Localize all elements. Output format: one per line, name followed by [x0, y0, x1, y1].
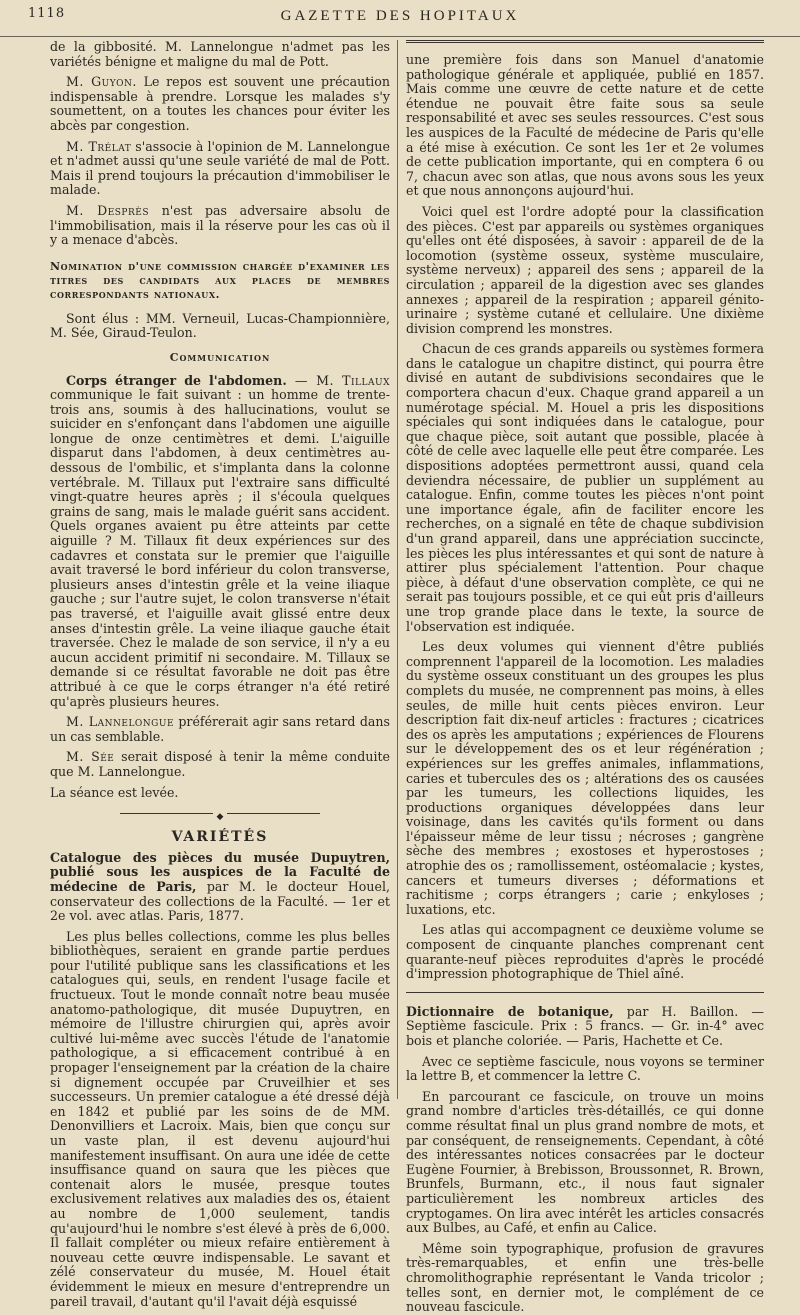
paragraph: Avec ce septième fascicule, nous voyons se terminer la lettre B, et commencer la lettre C.: [406, 1053, 764, 1084]
speaker-name: M. Guyon.: [66, 74, 137, 90]
nomination-heading: Nomination d'une commission chargée d'examiner les titres des candidats aux places de membres correspondants nationaux.: [50, 259, 390, 301]
paragraph: Les plus belles collections, comme les plus belles bibliothèques, seraient en grande partie perdues pour l'utilité publique sans les classifications et les catalogues qui, seuls, en rendent l'usage facile et fructueux. Tout le monde connaît notre beau musée anatomo-pathologique, dit musée Dupuytren, en mémoire de l'illustre chirurgien qui, après avoir cultivé lui-même avec succès l'étude de l'anatomie pathologique, a si efficacement contribué à en propager l'enseignement par la création de la chaire si dignement occupée par Cruveilhier et ses successeurs. Un premier catalogue a été dressé déjà en 1842 et publié par les soins de de MM. Denonvilliers et Lacroix. Mais, bien que conçu sur un vaste plan, il est devenu aujourd'hui manifestement insuffisant. On aura une idée de cette insuffisance quand on saura que les pièces que contenait alors le musée, presque toutes exclusivement relatives aux maladies des os, étaient au nombre de 1,000 seulement, tandis qu'aujourd'hui le nombre s'est élevé à près de 6,000. Il fallait compléter ou mieux refaire entièrement à nouveau cette œuvre indispensable. Le savant et zélé conservateur du musée, M. Houel était évidemment le mieux en mesure d'entreprendre un pareil travail, d'autant qu'il l'avait déjà esquissé: [50, 928, 390, 1309]
review-header: [50, 851, 390, 924]
left-column: [50, 39, 391, 1309]
top-rule: [406, 40, 764, 43]
paragraph: Les atlas qui accompagnent ce deuxième volume se composent de cinquante planches comprenant cent quarante-neuf pièces reproduites d'après le procédé d'impression photographique de Thiel aîné.: [406, 922, 764, 982]
article-title: Corps étranger de l'abdomen.: [66, 372, 287, 388]
page-number: 1118: [28, 6, 66, 21]
paragraph-text: serait disposé à tenir la même conduite que M. Lannelongue.: [50, 749, 391, 779]
review-title: Catalogue des pièces du musée Dupuytren, publié sous les auspices de la Faculté de médecine de Paris,: [50, 849, 390, 894]
review-meta: par M. le docteur Houel, conservateur des collections de la Faculté. — 1er et 2e vol. avec atlas. Paris, 1877.: [50, 878, 390, 924]
paragraph-text: Le repos est souvent une précaution indispensable à prendre. Lorsque les malades s'y soumettent, on a toutes les chances pour éviter les abcès par congestion.: [50, 74, 390, 133]
paragraph: Sont élus : MM. Verneuil, Lucas-Championnière, M. Sée, Giraud-Teulon.: [50, 310, 390, 341]
paragraph: [50, 140, 390, 198]
column-divider: [397, 40, 398, 1099]
paragraph-text: s'associe à l'opinion de M. Lannelongue et n'admet aussi qu'une seule variété de mal de Pott. Mais il prend toujours la précaution d'immobiliser le malade.: [50, 138, 390, 198]
review-header: [406, 1005, 764, 1049]
paragraph-text: préférerait agir sans retard dans un cas semblable.: [50, 714, 390, 744]
speaker-name: — M. Tillaux: [286, 372, 390, 388]
paragraph: En parcourant ce fascicule, on trouve un moins grand nombre d'articles très-détaillés, ce qui donne comme résultat final un plus grand nombre de mots, et par conséquent, de renseignements. Cependant, à côté des intéressantes notices consacrées par le docteur Eugène Fournier, à Brebisson, Broussonnet, R. Brown, Brunfels, Burmann, etc., il nous faut signaler particulièrement les nombreux articles des cryptogames. On lira avec intérêt les articles consacrés aux Bulbes, au Café, et enfin au Calice.: [406, 1088, 764, 1236]
paragraph-text: communique le fait suivant : un homme de trente-trois ans, soumis à des hallucinations, voulut se suicider en s'enfonçant dans l'abdomen une aiguille longue de onze centimètres et demi. L'aiguille disparut dans l'abdomen, à deux centimètres au-dessous de l'ombilic, et s'implanta dans la colonne vertébrale. M. Tillaux put l'extraire sans difficulté vingt-quatre heures après ; il s'écoula quelques grains de sang, mais le malade guérit sans accident. Quels organes avaient pu être atteints par cette aiguille ? M. Tillaux fit deux expériences sur des cadavres et constata sur le premier que l'aiguille avait traversé le bord inférieur du colon transverse, plusieurs anses d'intestin grêle et la veine iliaque gauche ; sur l'autre sujet, le colon transverse n'était pas traversé, et l'aiguille avait glissé entre deux anses d'intestin grêle. La veine iliaque gauche était traversée. Chez le malade de son service, il n'y a eu aucun accident primitif ni secondaire. M. Tillaux se demande si ce résultat favorable ne doit pas être attribué à ce que le corps étranger n'a été retiré qu'après plusieurs heures.: [50, 387, 390, 709]
paragraph: La séance est levée.: [50, 784, 179, 800]
paragraph: Même soin typographique, profusion de gravures très-remarquables, et enfin une très-belle chromolithographie représentant le Vanda tricolor ; telles sont, en dernier mot, le complément de ce nouveau fascicule.: [406, 1240, 764, 1315]
right-column: [406, 40, 764, 1315]
speaker-name: M. Lannelongue: [66, 714, 175, 730]
paragraph: [50, 75, 390, 133]
speaker-name: M. Desprès: [66, 202, 149, 218]
paragraph: [50, 204, 390, 248]
section-rule: [406, 992, 764, 993]
ornament-divider: ◆: [50, 808, 390, 818]
paragraph: [50, 374, 390, 710]
paragraph: Chacun de ces grands appareils ou systèmes formera dans le catalogue un chapitre distinct, qui pourra être divisé en autant de subdivisions secondaires que le comportera chacun d'eux. Chaque grand appareil a un numérotage spécial. M. Houel a pris les dispositions spéciales qui sont indiquées dans le catalogue, pour que chaque pièce, soit autant que possible, placée à côté de celle avec laquelle elle peut être comparée. Les dispositions adoptées permettront aussi, quand cela deviendra nécessaire, de publier un supplément au catalogue. Enfin, comme toutes les pièces n'ont point une importance égale, afin de faciliter encore les recherches, on a signalé en tête de chaque subdivision d'un grand appareil, dans une appréciation succincte, les pièces les plus intéressantes et qui sont de nature à attirer plus spécialement l'attention. Pour chaque pièce, à défaut d'une observation complète, ce qui ne serait pas toujours possible, et ce qui eût pris d'ailleurs une trop grande place dans le texte, la source de l'observation est indiquée.: [406, 341, 764, 634]
paragraph-text: n'est pas adversaire absolu de l'immobilisation, mais il la réserve pour les cas où il y a menace d'abcès.: [50, 202, 390, 248]
review-title: Dictionnaire de botanique,: [406, 1003, 614, 1019]
running-title: GAZETTE DES HOPITAUX: [280, 8, 520, 24]
paragraph: de la gibbosité. M. Lannelongue n'admet pas les variétés bénigne et maligne du mal de Pott.: [50, 39, 390, 69]
page-header: [0, 0, 800, 37]
speaker-name: M. Trélat: [66, 138, 132, 154]
paragraph: Voici quel est l'ordre adopté pour la classification des pièces. C'est par appareils ou systèmes organiques qu'elles ont été disposées, à savoir : appareil de de la locomotion (système osseux, système musculaire, système nerveux) ; appareil des sens ; appareil de la circulation ; appareil de la digestion avec ses glandes annexes ; appareil de la respiration ; appareil génito-urinaire ; système cutané et cellulaire. Une dixième division comprend les monstres.: [406, 203, 764, 336]
speaker-name: M. Sée: [66, 749, 115, 765]
paragraph: [50, 715, 390, 744]
paragraph: Les deux volumes qui viennent d'être publiés comprennent l'appareil de la locomotion. Les maladies du système osseux constituant un des groupes les plus complets du musée, ne comprennent pas moins, à elles seules, de mille huit cents pièces environ. Leur description fait dix-neuf articles : fractures ; cicatrices des os après les amputations ; expériences de Flourens sur le développement des os et leur régénération ; expériences sur les greffes animales, inflammations, caries et tubercules des os ; altérations des os causées par les tumeurs, les collections liquides, les productions organiques développées dans leur voisinage, dans les cavités qu'ils forment ou dans l'épaisseur même de leur tissu ; nécroses ; gangrène sèche des membres ; exostoses et hyperostoses ; atrophie des os ; ramollissement, ostéomalacie ; kystes, cancers et tumeurs diverses ; déformations et rachitisme ; corps étrangers ; carie ; enkyloses ; luxations, etc.: [406, 639, 764, 917]
communication-heading: Communication: [169, 350, 271, 364]
review-meta: par H. Baillon. — Septième fascicule. Prix : 5 francs. — Gr. in-4° avec bois et planche coloriée. — Paris, Hachette et Ce.: [406, 1003, 764, 1048]
paragraph: une première fois dans son Manuel d'anatomie pathologique générale et appliquée, publié en 1857. Mais comme une œuvre de cette nature et de cette étendue ne pouvait être faite sous sa seule responsabilité et avec ses seules ressources. C'est sous les auspices de la Faculté de médecine de Paris qu'elle a été mise à exécution. Ce sont les 1er et 2e volumes de cette publication importante, qui en comptera 6 ou 7, chacun avec son atlas, que nous avons sous les yeux et que nous annonçons aujourd'hui.: [406, 52, 764, 199]
paragraph: [50, 750, 390, 779]
section-title: VARIÉTÉS: [171, 829, 269, 846]
